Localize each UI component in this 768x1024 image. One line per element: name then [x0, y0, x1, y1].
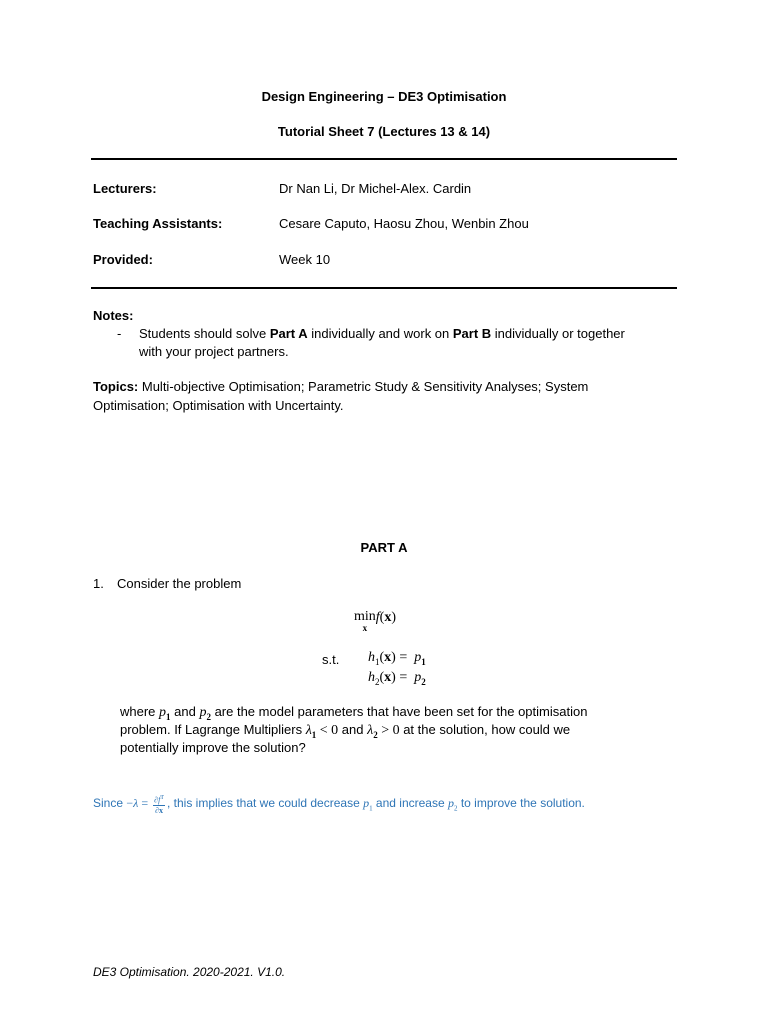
question-line-3: potentially improve the solution? [120, 740, 306, 755]
notes-part-a: Part A [269, 326, 308, 341]
question-line-1 [120, 704, 587, 722]
lecturers-label: Lecturers: [93, 181, 157, 196]
notes-bullet-marker: - [117, 326, 122, 341]
notes-bullet-text-cont: with your project partners. [139, 344, 289, 359]
answer-prefix: Since [93, 796, 127, 811]
lecturers-value: Dr Nan Li, Dr Michel-Alex. Cardin [279, 181, 472, 196]
part-a-heading: PART A [360, 540, 408, 555]
q-text-2c: at the solution, how could we [399, 722, 571, 737]
question-number: 1. [93, 576, 104, 591]
constraint-2: $h_2(x) = p_2$ [368, 670, 426, 687]
notes-bullet-text [139, 326, 625, 341]
notes-text-1: Students should solve [139, 326, 270, 341]
constraint-1: $h_1(x) = p_1$ [368, 650, 426, 667]
objective-expression: min x f(x) [354, 609, 397, 633]
footer-text: DE3 Optimisation. 2020-2021. V1.0. [93, 965, 286, 979]
top-divider [91, 158, 677, 160]
provided-value: Week 10 [279, 252, 331, 267]
course-title: Design Engineering – DE3 Optimisation [261, 89, 507, 104]
answer-text [93, 794, 585, 815]
teaching-assistants-label: Teaching Assistants: [93, 216, 223, 231]
topics-text-1: Multi-objective Optimisation; Parametric Study & Sensitivity Analyses; System [138, 379, 589, 394]
q-text-1b: and [170, 704, 200, 719]
notes-text-3: individually or together [491, 326, 625, 341]
notes-heading: Notes: [93, 308, 134, 323]
q-text-2b: and [338, 722, 368, 737]
bottom-divider [91, 287, 677, 289]
answer-suffix-1: , this implies that we could decrease [166, 796, 364, 811]
sheet-title: Tutorial Sheet 7 (Lectures 13 & 14) [277, 124, 491, 139]
topics-label: Topics: [93, 379, 139, 394]
answer-suffix-2: and increase [372, 796, 448, 811]
provided-label: Provided: [93, 252, 153, 267]
lambda2-condition: $\lambda_2 > 0$ [367, 723, 400, 740]
topics-line-2: Optimisation; Optimisation with Uncertainty. [93, 398, 344, 413]
lambda-equation: −λ = $\frac{\partial f^T}{\partial x}$ [126, 795, 164, 815]
question-line-2 [120, 722, 570, 740]
answer-p1: $p_1$ [363, 796, 373, 813]
q-text-1a: where [120, 704, 160, 719]
p2-symbol: $p_2$ [199, 705, 211, 722]
answer-p2: $p_2$ [447, 796, 458, 813]
teaching-assistants-value: Cesare Caputo, Haosu Zhou, Wenbin Zhou [279, 216, 529, 231]
topics-line-1 [93, 379, 588, 394]
q-text-1c: are the model parameters that have been set for the optimisation [210, 704, 588, 719]
p1-symbol: $p_1$ [159, 705, 171, 722]
question-intro: Consider the problem [117, 576, 242, 591]
answer-suffix-3: to improve the solution. [457, 796, 585, 811]
subject-to-label: s.t. [322, 652, 340, 667]
notes-text-2: individually and work on [307, 326, 453, 341]
q-text-2a: problem. If Lagrange Multipliers [120, 722, 306, 737]
lambda1-condition: $\lambda_1 < 0$ [305, 723, 339, 740]
notes-part-b: Part B [452, 326, 492, 341]
gradient-fraction: $\frac{\partial f^T}{\partial x}$ [154, 795, 164, 815]
